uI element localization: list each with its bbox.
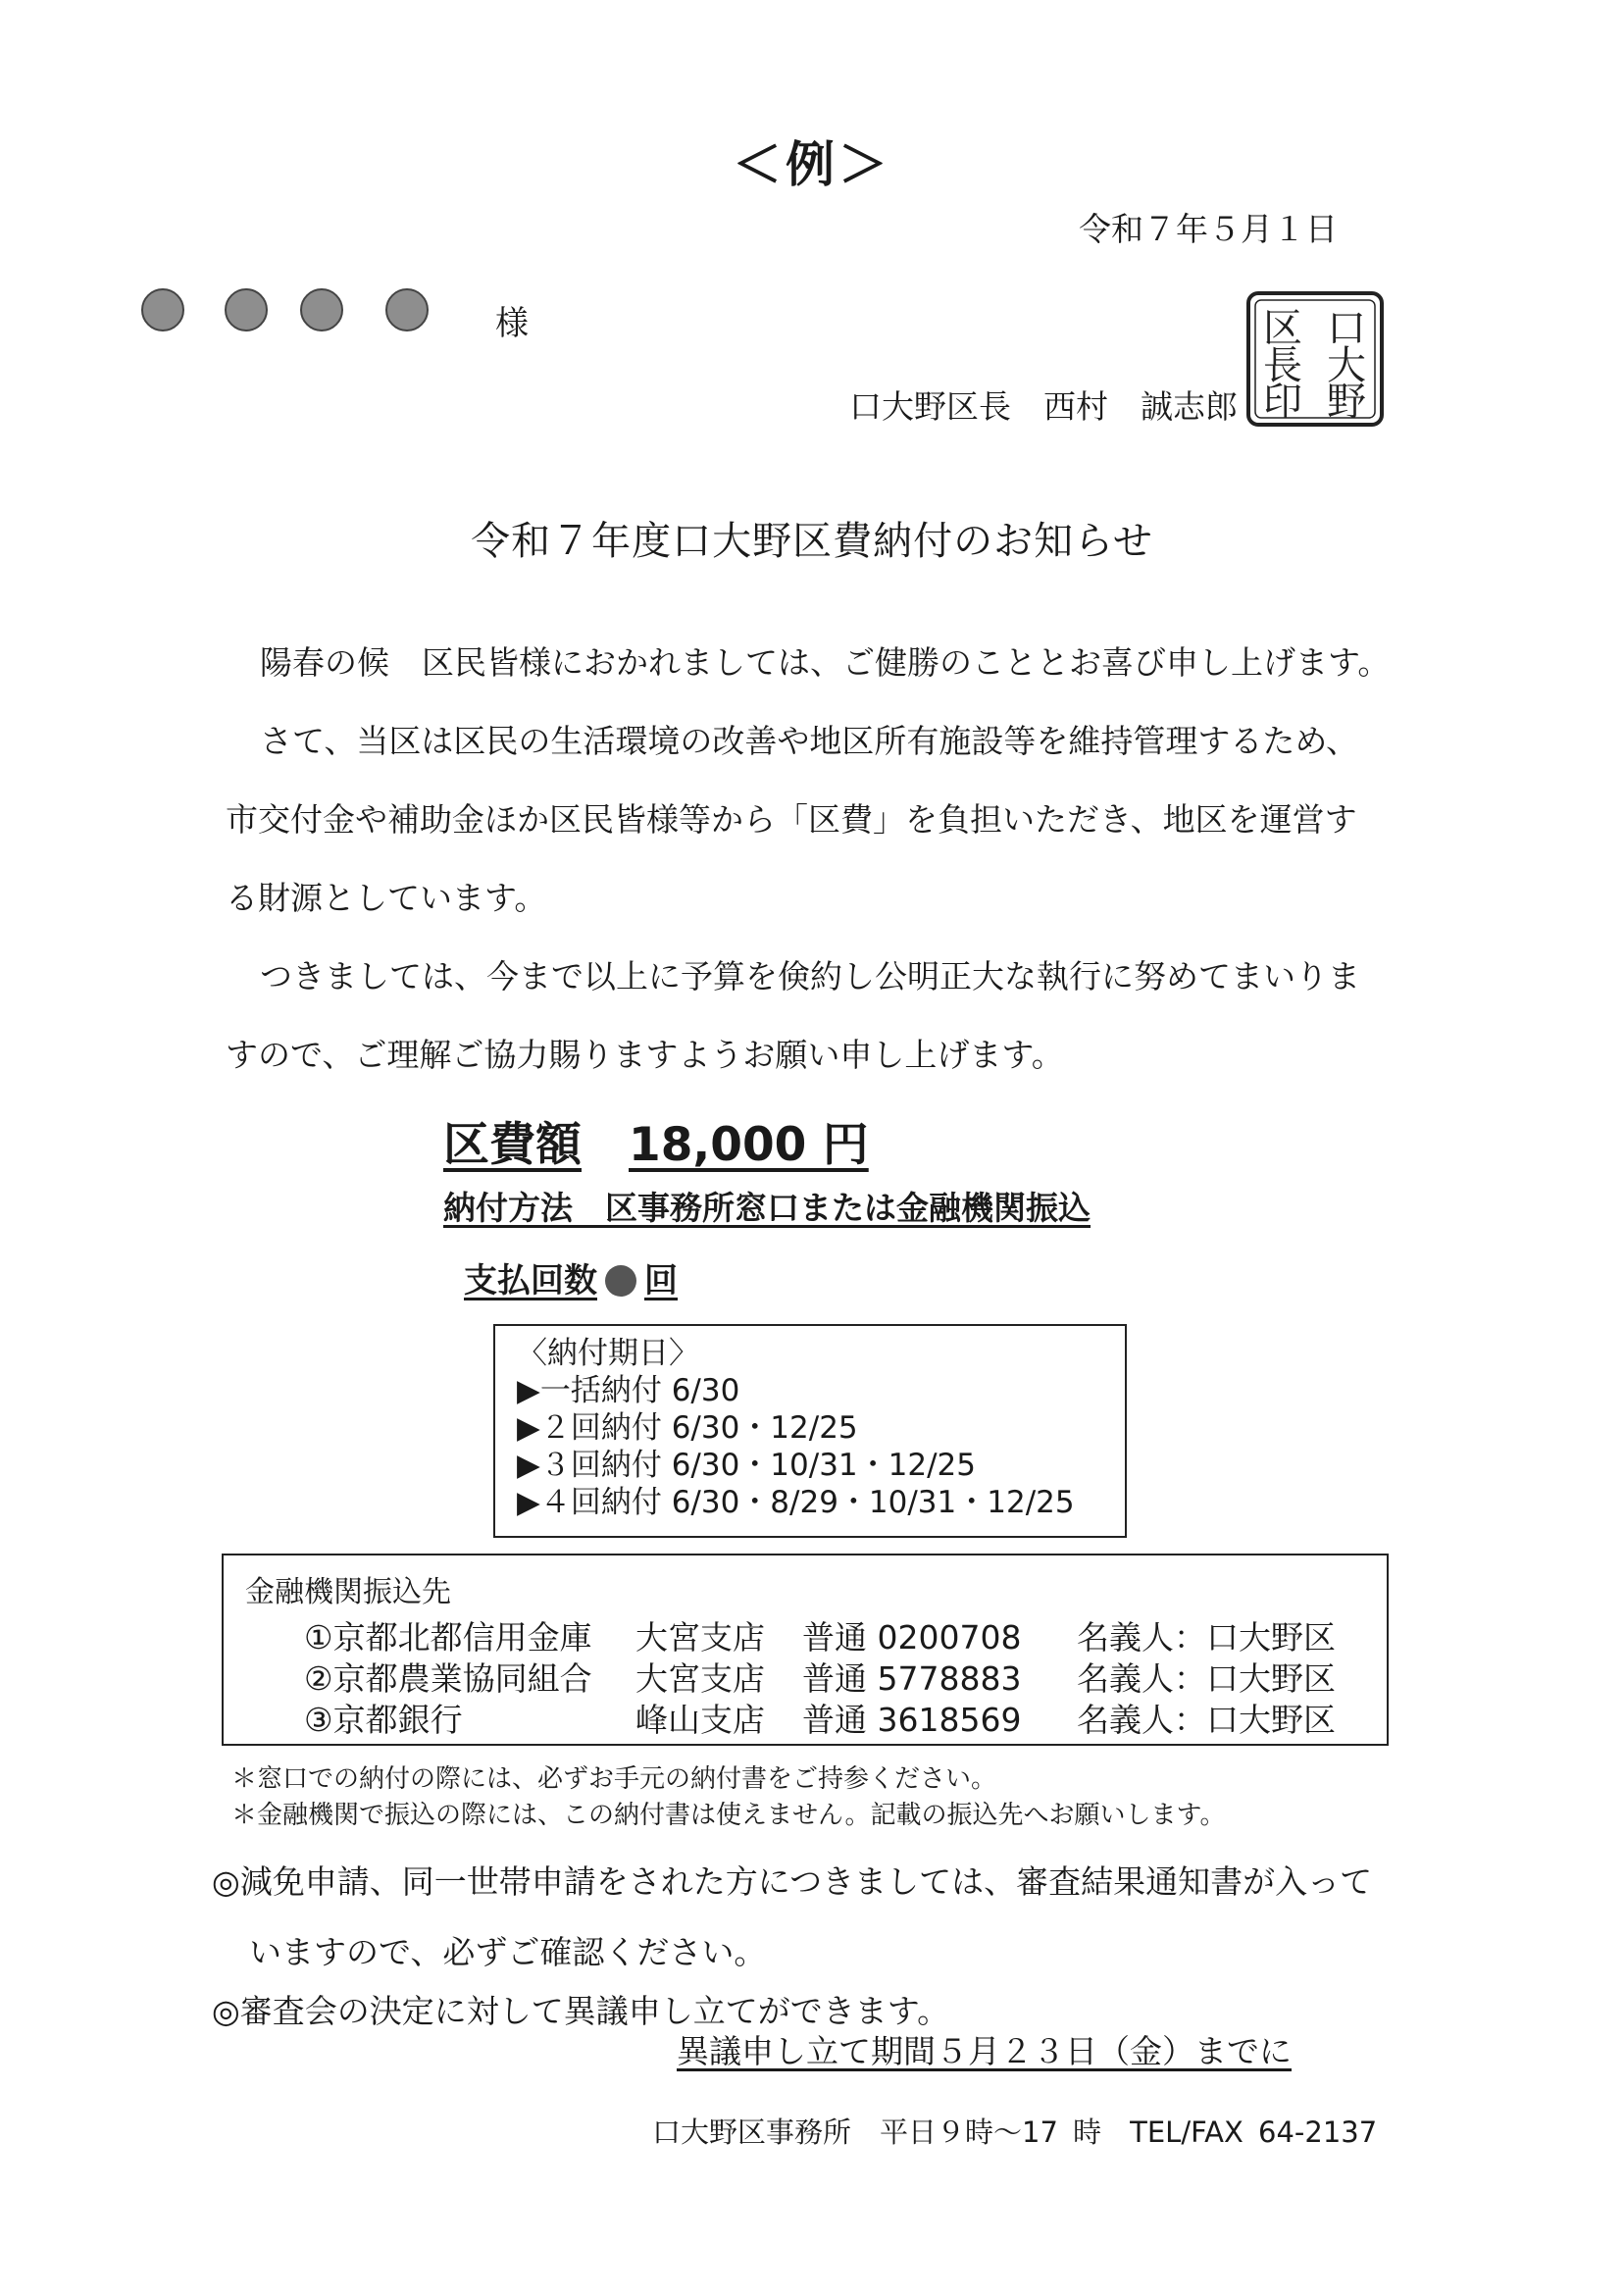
redacted-count-dot [605,1265,636,1297]
bank-transfer-title: 金融機関振込先 [245,1575,451,1609]
fee-amount [443,1108,869,1174]
note-bring-form: ＊窓口での納付の際には、必ずお手元の納付書をご持参ください。 [231,1764,997,1794]
body-line: つきましては、今まで以上に予算を倹約し公明正大な執行に努めてまいりま [260,957,1360,995]
due-date-item: ▶３回納付 6/30・10/31・12/25 [517,1448,976,1483]
notice-title: 令和７年度口大野区費納付のお知らせ [471,519,1153,564]
bank-name: ②京都農業協同組合 [304,1659,592,1698]
bank-account: 普通 5778883 [802,1659,1022,1698]
bank-branch: 大宮支店 [635,1659,765,1698]
bank-account: 普通 0200708 [802,1618,1022,1657]
bank-account: 普通 3618569 [802,1701,1022,1739]
due-dates-box [493,1324,1127,1538]
body-line: さて、当区は区民の生活環境の改善や地区所有施設等を維持管理するため、 [260,722,1359,760]
svg-text:印: 印 [1263,380,1302,425]
bank-transfer-box [222,1554,1389,1746]
bank-name: ③京都銀行 [304,1701,463,1739]
bank-name: ①京都北都信用金庫 [304,1618,592,1657]
body-line: すので、ご理解ご協力賜りますようお願い申し上げます。 [226,1036,1064,1074]
due-dates-heading: 〈納付期日〉 [517,1336,699,1371]
redacted-name-dot [300,288,343,331]
svg-text:野: 野 [1327,380,1366,425]
svg-text:口: 口 [1327,306,1366,351]
document-date: 令和７年５月１日 [1079,210,1338,248]
due-date-item: ▶４回納付 6/30・8/29・10/31・12/25 [517,1485,1075,1520]
note-bank-transfer: ＊金融機関で振込の際には、この納付書は使えません。記載の振込先へお願いします。 [231,1801,1226,1830]
reduction-note-cont: いますので、必ずご確認ください。 [249,1933,767,1971]
due-date-item: ▶一括納付 6/30 [517,1373,740,1408]
bank-branch: 峰山支店 [635,1701,765,1739]
payment-method: 納付方法 区事務所窓口または金融機関振込 [443,1189,1091,1227]
svg-text:区: 区 [1263,306,1302,351]
bank-holder: 名義人：口大野区 [1077,1618,1336,1657]
bank-branch: 大宮支店 [635,1618,765,1657]
recipient-honorific: 様 [495,304,529,343]
payment-count-unit: 回 [644,1261,678,1300]
official-seal-stamp [1245,290,1385,428]
svg-text:大: 大 [1327,343,1366,388]
redacted-name-dot [225,288,268,331]
redacted-name-dot [141,288,184,331]
sample-label: ＜例＞ [733,136,891,193]
payment-count [464,1253,678,1301]
reduction-note: ◎減免申請、同一世帯申請をされた方につきましては、審査結果通知書が入って [212,1862,1373,1901]
fee-amount-value: 18,000 円 [629,1118,869,1172]
sender-name: 口大野区長 西村 誠志郎 [849,387,1238,426]
objection-note: ◎審査会の決定に対して異議申し立てができます。 [212,1992,950,2030]
bank-holder: 名義人：口大野区 [1077,1701,1336,1739]
bank-holder: 名義人：口大野区 [1077,1659,1336,1698]
svg-text:長: 長 [1263,343,1302,388]
fee-amount-label: 区費額 [443,1118,582,1172]
body-line: 陽春の候 区民皆様におかれましては、ご健勝のこととお喜び申し上げます。 [260,643,1391,682]
objection-deadline: 異議申し立て期間５月２３日（金）までに [677,2032,1292,2070]
due-date-item: ▶２回納付 6/30・12/25 [517,1410,858,1446]
payment-count-label: 支払回数 [464,1261,597,1300]
redacted-name-dot [385,288,429,331]
body-line: 市交付金や補助金ほか区民皆様等から「区費」を負担いただき、地区を運営す [226,800,1357,839]
body-line: る財源としています。 [226,879,547,917]
office-contact: 口大野区事務所 平日９時～17 時 TEL/FAX 64-2137 [652,2116,1378,2149]
